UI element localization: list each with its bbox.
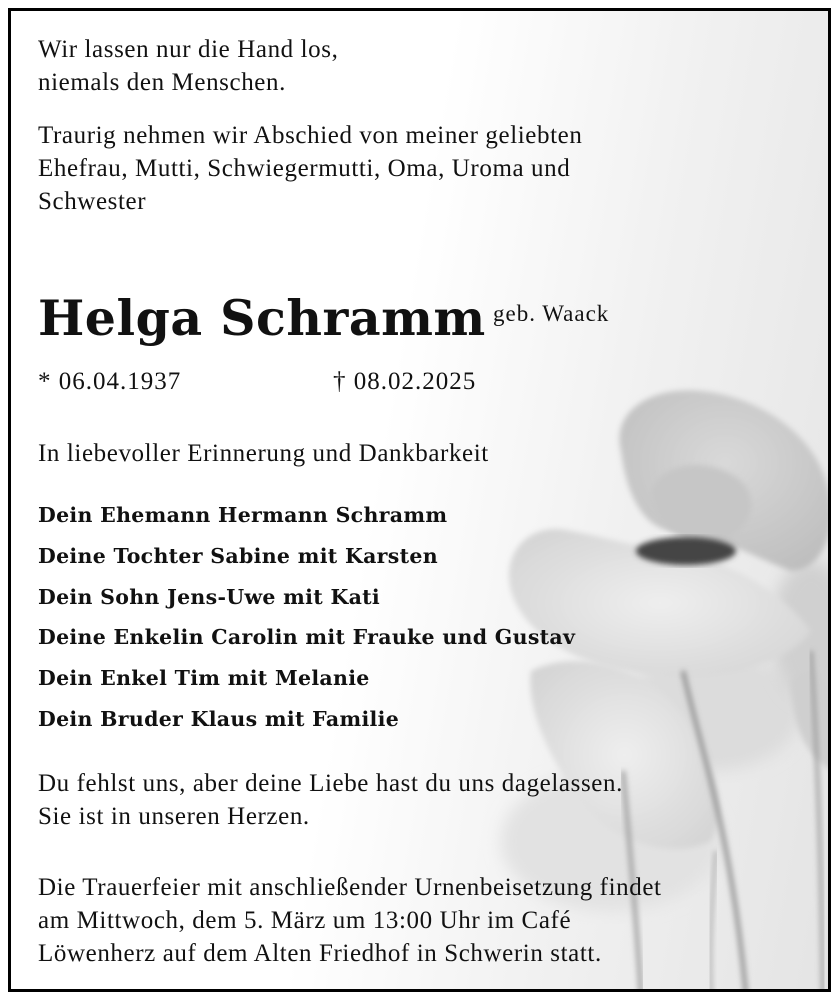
closing-line: Du fehlst uns, aber deine Liebe hast du uns dagelassen. (38, 770, 623, 797)
funeral-line: Die Trauerfeier mit anschließender Urnenbeisetzung findet (38, 874, 662, 901)
message-line: Schwester (38, 188, 147, 215)
mourner-entry: Dein Enkel Tim mit Melanie (38, 666, 370, 691)
obituary-frame (8, 8, 831, 992)
funeral-line: Löwenherz auf dem Alten Friedhof in Schwerin statt. (38, 940, 602, 967)
birth-date: * 06.04.1937 (38, 368, 182, 395)
deceased-name-row (38, 288, 808, 348)
mourner-entry: Deine Enkelin Carolin mit Frauke und Gustav (38, 625, 576, 650)
farewell-message (38, 119, 808, 218)
intro-line: Wir lassen nur die Hand los, (38, 36, 339, 63)
message-line: Ehefrau, Mutti, Schwiegermutti, Oma, Uroma und (38, 155, 571, 182)
funeral-notice (38, 871, 662, 970)
mourner-entry: Dein Sohn Jens-Uwe mit Kati (38, 584, 381, 609)
birth-name: geb. Waack (493, 301, 610, 326)
mourners-list (38, 495, 575, 740)
closing-line: Sie ist in unseren Herzen. (38, 803, 310, 830)
mourner-entry: Dein Ehemann Hermann Schramm (38, 503, 448, 527)
memory-line: In liebevoller Erinnerung und Dankbarkeit (38, 440, 489, 467)
message-line: Traurig nehmen wir Abschied von meiner geliebten (38, 122, 583, 149)
mourner-entry: Dein Bruder Klaus mit Familie (38, 706, 400, 731)
intro-quote (38, 33, 808, 99)
mourner-entry: Deine Tochter Sabine mit Karsten (38, 543, 438, 568)
closing-message (38, 767, 623, 833)
death-date: † 08.02.2025 (333, 368, 477, 395)
funeral-line: am Mittwoch, dem 5. März um 13:00 Uhr im Café (38, 907, 572, 934)
deceased-name: Helga Schramm (38, 289, 486, 347)
intro-line: niemals den Menschen. (38, 69, 286, 96)
obituary-text (38, 33, 808, 967)
life-dates (38, 368, 808, 402)
